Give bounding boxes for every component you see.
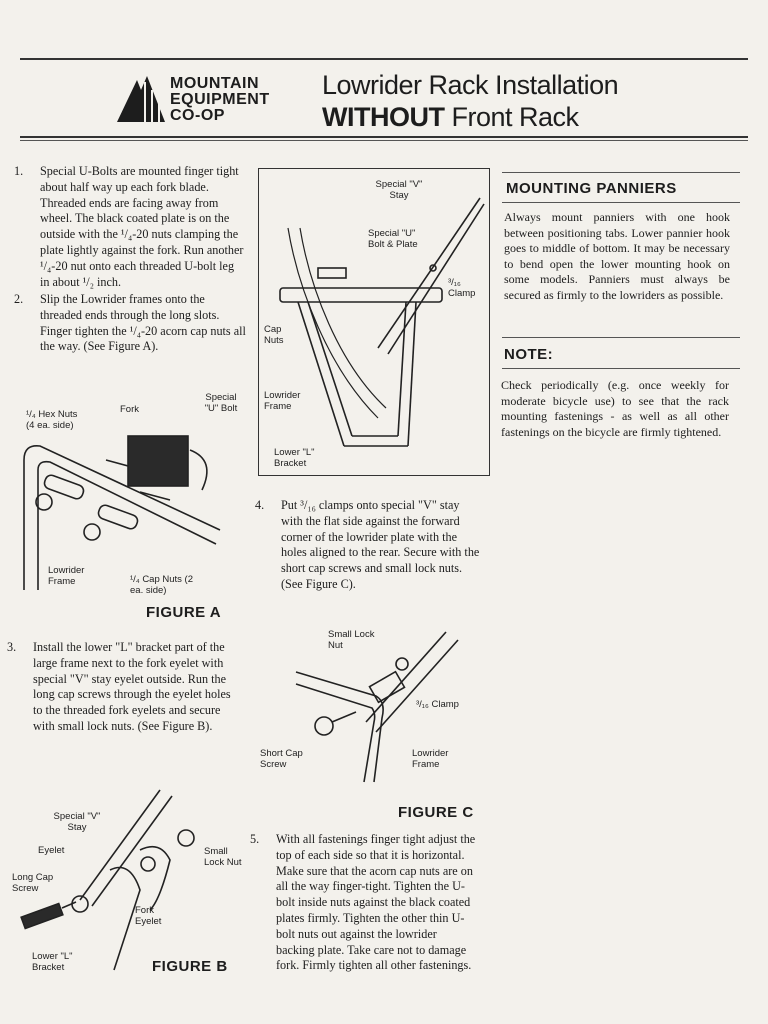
- step-text: With all fastenings finger tight adjust the top of each side so that it is horizontal. Make sure that the acorn cap nuts are on all the way finger-tight. Tighten the U-bolt inside nuts against the black coated plates firmly. Tighten the other thin U-bolt nuts out against the lowrider backing plate. Take care not to damage fork. Firmly tighten all other fastenings.: [276, 832, 476, 973]
- step-5: [250, 832, 476, 974]
- step-text: Put ³/₁₆ clamps onto special "V" stay with the flat side against the forward corner of the lowrider plate with the holes aligned to the rear. Secure with the short cap screws and small lock nuts. (See Figure C).: [281, 498, 480, 591]
- step-number: 2.: [14, 292, 24, 306]
- label-small-lock-nut: Small Lock Nut: [328, 629, 375, 651]
- label-special-u-bolt-plate: Special "U" Bolt & Plate: [368, 228, 418, 250]
- label-hex-nuts: ¹/₄ Hex Nuts (4 ea. side): [26, 409, 78, 431]
- logo-line-1: MOUNTAIN: [170, 75, 260, 92]
- step-number: 3.: [7, 640, 17, 654]
- label-special-v-stay: Special "V" Stay: [53, 811, 101, 833]
- label-cap-nuts: ¹/₄ Cap Nuts (2 ea. side): [130, 574, 194, 596]
- mounting-text: Always mount panniers with one hook between positioning tabs. Lower pannier hook goes to middle of bottom. It may be necessary to bend open the lower mounting hook on some models. Panniers must always be secured as firmly to the lowriders as possible.: [504, 210, 730, 302]
- step-text: Special U-Bolts are mounted finger tight about half way up each fork blade. Threaded ends are facing away from wheel. The black coated plate is on the outside with the ¹/₄-20 nuts clamping the plate lightly against the fork. Run another ¹/₄-20 nut onto each threaded U-bolt leg in about ¹/₂ inch.: [40, 164, 244, 289]
- label-cap-nuts: Cap Nuts: [264, 324, 284, 346]
- logo-line-3: CO-OP: [170, 107, 225, 124]
- step-4: [255, 498, 483, 593]
- figure-c-caption: FIGURE C: [398, 804, 474, 821]
- label-lowrider-frame: Lowrider Frame: [412, 748, 449, 770]
- logo-line-2: EQUIPMENT: [170, 91, 270, 108]
- mounting-rule-bottom: [502, 202, 740, 203]
- page-title-line-2: [322, 102, 579, 133]
- label-lowrider-frame: Lowrider Frame: [48, 565, 85, 587]
- label-special-u-bolt: Special "U" Bolt: [204, 392, 238, 414]
- label-eyelet: Eyelet: [38, 845, 65, 856]
- mounting-rule-top: [502, 172, 740, 173]
- mountain-logo-icon: [115, 72, 167, 124]
- label-short-cap-screw: Short Cap Screw: [260, 748, 303, 770]
- page-title-line-1: Lowrider Rack Installation: [322, 70, 619, 100]
- step-2: [14, 292, 246, 355]
- header-bottom-rule-thin: [20, 140, 748, 141]
- label-fork-eyelet: Fork Eyelet: [135, 905, 162, 927]
- header-bottom-rule: [20, 136, 748, 138]
- step-text: Slip the Lowrider frames onto the threaded ends through the long slots. Finger tighten the ¹/₄-20 acorn cap nuts all the way. (See Figure A).: [40, 292, 246, 354]
- step-1: [14, 164, 246, 290]
- note-rule-top: [502, 337, 740, 338]
- title-rest: Front Rack: [444, 102, 579, 132]
- label-fork: Fork: [120, 404, 139, 415]
- step-number: 4.: [255, 498, 265, 512]
- step-number: 1.: [14, 164, 24, 178]
- logo-wordmark: [170, 76, 270, 124]
- mounting-heading: MOUNTING PANNIERS: [506, 180, 677, 197]
- title-emphasis: WITHOUT: [322, 102, 445, 132]
- step-number: 5.: [250, 832, 260, 846]
- figure-a-caption: FIGURE A: [146, 604, 222, 621]
- label-long-cap-screw: Long Cap Screw: [12, 872, 54, 894]
- note-text: Check periodically (e.g. once weekly for moderate bicycle use) to see that the rack mounting fastenings - as well as all other fastenings on the bicycle are firmly tightened.: [501, 378, 729, 439]
- lowrider-rack-diagram: [258, 168, 488, 474]
- label-lower-l-bracket: Lower "L" Bracket: [274, 447, 315, 469]
- step-text: Install the lower "L" bracket part of the large frame next to the fork eyelet with special "V" stay eyelet outside. Run the long cap screws through the eyelet holes to the threaded fork eyelets and secure with small lock nuts. (See Figure B).: [33, 640, 231, 733]
- label-special-v-stay: Special "V" Stay: [375, 179, 423, 201]
- label-clamp: ³/₁₆ Clamp: [416, 699, 459, 710]
- step-3: [7, 640, 239, 735]
- figure-b-caption: FIGURE B: [152, 958, 228, 975]
- label-lowrider-frame: Lowrider Frame: [264, 390, 301, 412]
- note-rule-bottom: [502, 368, 740, 369]
- label-lower-l-bracket: Lower "L" Bracket: [32, 951, 73, 973]
- note-heading: NOTE:: [504, 346, 554, 363]
- header-top-rule: [20, 58, 748, 60]
- label-small-lock-nut: Small Lock Nut: [204, 846, 242, 868]
- label-clamp: ³/₁₆ Clamp: [448, 277, 476, 299]
